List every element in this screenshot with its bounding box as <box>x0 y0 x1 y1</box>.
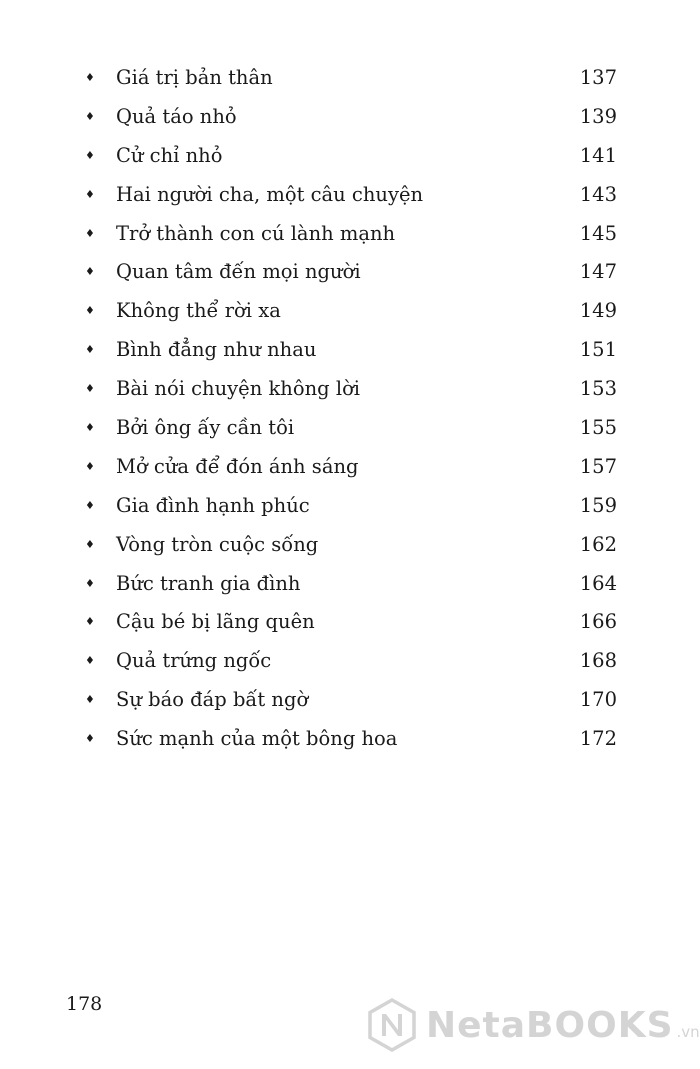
netabooks-logo-icon <box>364 997 420 1053</box>
toc-entry-page: 151 <box>579 338 617 362</box>
bullet-icon: ♦ <box>85 304 95 318</box>
toc-entry[interactable] <box>0 137 700 176</box>
bullet-icon: ♦ <box>85 109 95 123</box>
bullet-icon: ♦ <box>85 265 95 279</box>
bullet-icon: ♦ <box>85 693 95 707</box>
page-number: 178 <box>66 993 103 1015</box>
toc-entry[interactable] <box>0 292 700 331</box>
toc-entry[interactable] <box>0 331 700 370</box>
bullet-icon: ♦ <box>85 382 95 396</box>
toc-entry[interactable] <box>0 448 700 487</box>
bullet-icon: ♦ <box>85 732 95 746</box>
toc-entry-page: 137 <box>579 66 617 89</box>
toc-entry-title: Giá trị bản thân <box>116 66 273 89</box>
toc-entry[interactable] <box>0 370 700 409</box>
toc-entry-page: 170 <box>579 688 617 712</box>
toc-entry-page: 172 <box>579 727 617 751</box>
toc-entry[interactable] <box>0 59 700 98</box>
toc-entry-page: 168 <box>579 649 617 673</box>
toc-entry[interactable] <box>0 253 700 292</box>
toc-entry[interactable] <box>0 409 700 448</box>
bullet-icon: ♦ <box>85 226 95 240</box>
toc-entry-title: Cử chỉ nhỏ <box>116 143 223 167</box>
toc-entry-title: Vòng tròn cuộc sống <box>116 532 319 556</box>
toc-entry[interactable] <box>0 526 700 565</box>
toc-entry[interactable] <box>0 176 700 215</box>
bullet-icon: ♦ <box>85 576 95 590</box>
toc-entry[interactable] <box>0 487 700 526</box>
bullet-icon: ♦ <box>85 343 95 357</box>
toc-entry-title: Gia đình hạnh phúc <box>116 493 310 517</box>
toc-entry-page: 149 <box>579 299 617 323</box>
toc-entry-title: Bởi ông ấy cần tôi <box>116 416 295 440</box>
toc-entry-title: Mở cửa để đón ánh sáng <box>116 454 359 478</box>
toc-entry-title: Trở thành con cú lành mạnh <box>116 221 396 245</box>
toc-entry[interactable] <box>0 98 700 137</box>
bullet-icon: ♦ <box>85 537 95 551</box>
bullet-icon: ♦ <box>85 187 95 201</box>
toc-entry-page: 139 <box>579 104 617 128</box>
watermark-tld: .vn <box>676 1023 700 1041</box>
watermark-brand: NetaBOOKS <box>426 1004 674 1046</box>
toc-entry-page: 159 <box>579 493 617 517</box>
toc-entry-title: Sự báo đáp bất ngờ <box>116 688 309 712</box>
toc-entry[interactable] <box>0 215 700 254</box>
bullet-icon: ♦ <box>85 459 95 473</box>
table-of-contents <box>0 59 700 759</box>
bullet-icon: ♦ <box>85 148 95 162</box>
toc-entry-page: 143 <box>579 182 617 206</box>
toc-entry-title: Hai người cha, một câu chuyện <box>116 182 424 206</box>
toc-entry-page: 145 <box>579 221 617 245</box>
toc-entry-title: Bức tranh gia đình <box>116 571 301 595</box>
toc-entry-title: Quan tâm đến mọi người <box>116 260 361 284</box>
toc-entry-title: Cậu bé bị lãng quên <box>116 610 315 634</box>
toc-entry-title: Bình đẳng như nhau <box>116 338 317 362</box>
toc-entry[interactable] <box>0 681 700 720</box>
watermark <box>364 993 700 1057</box>
toc-entry-page: 164 <box>579 571 617 595</box>
toc-entry-page: 166 <box>579 610 617 634</box>
toc-entry[interactable] <box>0 720 700 759</box>
toc-entry-page: 153 <box>579 377 617 401</box>
toc-entry-title: Quả táo nhỏ <box>116 104 237 128</box>
toc-entry-title: Sức mạnh của một bông hoa <box>116 727 398 751</box>
bullet-icon: ♦ <box>85 71 95 84</box>
bullet-icon: ♦ <box>85 498 95 512</box>
toc-entry-page: 157 <box>579 454 617 478</box>
toc-entry-page: 155 <box>579 416 617 440</box>
toc-entry[interactable] <box>0 642 700 681</box>
toc-entry[interactable] <box>0 603 700 642</box>
toc-entry[interactable] <box>0 565 700 604</box>
toc-entry-page: 141 <box>579 143 617 167</box>
toc-entry-page: 147 <box>579 260 617 284</box>
bullet-icon: ♦ <box>85 654 95 668</box>
toc-entry-page: 162 <box>579 532 617 556</box>
toc-entry-title: Bài nói chuyện không lời <box>116 377 361 401</box>
bullet-icon: ♦ <box>85 421 95 435</box>
toc-entry-title: Không thể rời xa <box>116 299 281 323</box>
bullet-icon: ♦ <box>85 615 95 629</box>
toc-entry-title: Quả trứng ngốc <box>116 649 272 673</box>
